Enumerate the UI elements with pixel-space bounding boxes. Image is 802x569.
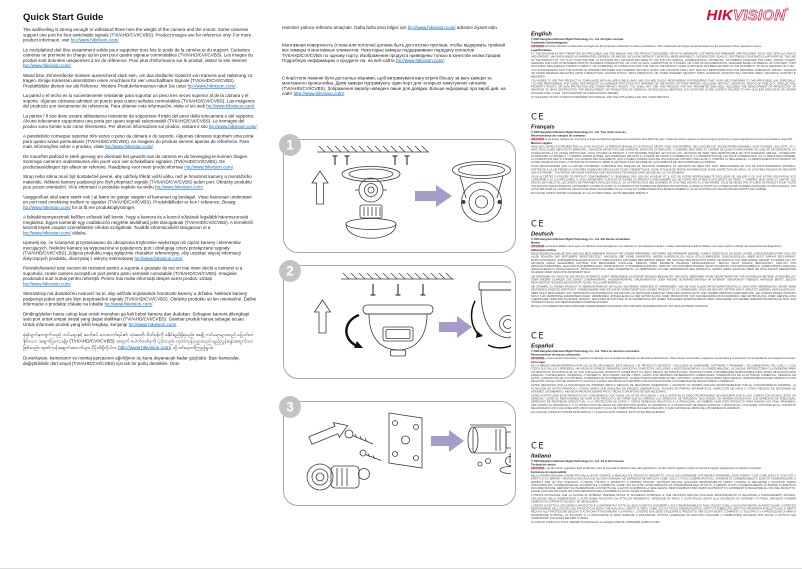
trademark-heading: Reconnaissance des marques de commerce — [531, 134, 586, 138]
copyright-line: © 2020 Hangzhou Hikvision Digital Technology Co., Ltd. Todos los derechos reservados. — [531, 350, 641, 353]
legal-section-fr — [531, 124, 796, 217]
hikvision-link[interactable]: hp://www.hikvision.com/ — [23, 63, 71, 68]
paragraph-id — [23, 311, 258, 327]
paragraph-tr-cont — [282, 25, 511, 30]
hikvision-link[interactable]: hp://www.hikvision.com/ — [23, 281, 71, 287]
legal-disclaimer-text: EN CASO DE CONFLICTO ENTRE ESTE MANUAL Y LA LEGISLACIÓN VIGENTE, ESTA ÚLTIMA PREVALECERÁ. — [531, 411, 666, 415]
hikvision-link[interactable]: hp://www.hikvision.com/ — [395, 58, 444, 63]
paragraph-text: . — [182, 255, 184, 261]
right-column — [531, 7, 796, 529]
hikvision-link[interactable]: hp://www.hikvision.com/ — [104, 301, 153, 307]
turret-camera-diagram — [289, 269, 511, 374]
ce-mark-icon: CE — [531, 441, 546, 451]
wall-plate — [389, 413, 422, 468]
paragraph-text: Stena/strop má dostatočnú nosnosť na to, aby udržala trojnásobok hmotnosti kamery a držiaka. Niektoré kamery podporujú jeden port pre štyri prepínateľné signály (TVI/AHD/CVI/CVBS). Obrázky produktu sú len orientačné. Ďalšie informácie o produkte získate na lokalite — [23, 291, 257, 307]
direction-arrow-icon — [307, 418, 350, 448]
legal-disclaimer-text: USTED RECONOCE QUE LA NATURALEZA DE INTERNET IMPLICA RIESGOS DE SEGURIDAD INHERENTES Y HIKVISION NO TENDRÁ NINGUNA RESPONSABILIDAD POR EL FUNCIONAMIENTO ANORMAL, LA FILTRACIÓN DE DATOS PRIVADOS U OTROS DAÑOS QUE RESULTEN DE ATAQUES CIBERNÉTICOS, ATAQUES DE PIRATAS INFORMÁTICOS, INSPECCIÓN DE VIRUS U OTROS RIESGOS DE SEGURIDAD DE INTERNET; SIN EMBARGO, HIKVISION PROPORCIONARÁ APOYO TÉCNICO OPORTUNO DE SER NECESARIO. — [531, 384, 796, 394]
brand-word: HIKVISION — [531, 467, 545, 470]
ceiling-hatch — [317, 146, 429, 152]
paragraph-sk — [23, 291, 258, 307]
paragraph-text: . — [232, 164, 235, 170]
trademark-text: HIKVISION e gli altri marchi registrati e loghi di Hikvision sono di proprietà di Hikvision nelle varie giurisdizioni. Gli altri marchi registrati e loghi menzionati di seguito appartengono ai rispettivi proprietari. — [531, 467, 762, 470]
paragraph-text: . — [256, 123, 258, 129]
paragraph-text: . — [176, 321, 178, 327]
copyright-line: © 2020 Hangzhou Hikvision Digital Technology Co., Ltd. Tui di dirii riservati. — [531, 460, 625, 463]
screw-icon — [333, 156, 410, 165]
dome-cover — [346, 219, 396, 239]
paragraph-text: resimleri yalnıca referans amaçlıdır. Daha fazla ürün bilgisi için — [282, 25, 408, 30]
paragraph-text: . — [70, 63, 73, 68]
hikvision-link[interactable]: http://www.hikvision.com/ — [293, 91, 344, 96]
hikvision-link[interactable]: hp://www.hikvision.com/ — [105, 144, 153, 149]
paragraph-text: . — [152, 301, 154, 307]
language-heading: Español — [531, 343, 554, 349]
up-arrow-icon — [315, 300, 331, 333]
paragraph-text: Væggen/loet skal være stærk nok l at bære tre gange vægten af kameraet og beslaget. Visse kameraer understøer en port med omskining mellem re signaler (TVI/AHD/CVI/CVBS). Produktbilleder er kun l reference. Besøg — [23, 194, 253, 205]
logo-vision: VISION — [733, 7, 786, 24]
paragraph-ro — [23, 266, 258, 287]
legal-disclaimer-heading: Legal Disclaimer — [531, 49, 552, 53]
legal-disclaimer-heading: Haftungsausschluss — [531, 249, 557, 253]
paragraph-da — [23, 194, 258, 210]
paragraph-text: oldalra. — [70, 230, 87, 236]
left-column — [23, 12, 258, 371]
legal-disclaimer-text: IN CASO DI CONFLITTO TRA IL PRESENTE MANUALE E LA LEGGE VIGENTE, PREVARRÀ QUEST'ULTIMA. — [531, 521, 661, 525]
paragraph-text: Strop nebo stěna musí být dostatečně pevné, aby udržely třikrát vyšší váhu, než je hmotnost kamery a montážního materiálu. Některé kamery podporují pro čtyři přepínací signály (TVI/AHD/CVI/CVBS) jeden port. Obrázky produktu jsou pouze orientační. Více informací o produktu najdete na webu — [23, 174, 252, 190]
hikvision-link[interactable]: Hp://www.hikvision.com/ — [184, 164, 233, 170]
installation-step-panel-1 — [283, 139, 516, 253]
legal-section-es — [531, 343, 796, 439]
mounted-turret-camera — [472, 282, 511, 348]
hikvision-link[interactable]: hp://www.hikvision.com/ — [155, 184, 203, 190]
trademark-text: HIKVISION und andere Marken und Logos von Hikvision sind das Eigentum von Hikvision in verschiedenen Ländern. Andere nachstehend erwähnte Marken und Logos stehen im Besitz der entsprechenden Eigentümer. — [531, 245, 782, 248]
dome-base-plate — [342, 167, 400, 182]
paragraph-es — [23, 93, 258, 109]
hikvision-link[interactable]: hp://www.hikvision.com/ — [407, 25, 456, 30]
trademark-text: HIKVISION et les autres marques de commerce et logos de Hikvision appartiennent à Hikvision dans différents pays. Toutes les autres marques et tous les logos mentionnés ci-après appartiennent à leurs propriétaires respectifs. — [531, 138, 793, 141]
trademark-text: HIKVISION y otras marcas comerciales y logotipos de Hikvision son propiedad de Hikvision en diferentes jurisdicciones. Otras marcas comerciales y logotipos mencionados a continuación son propiedad de sus respectivos dueños. — [531, 357, 796, 360]
paragraph-text: A falnak/mennyezetnek kellően erősnek kell lennie, hogy a kamera és a konzol súlyának legalább háromszorosát megtartsa. Egyes kamerák egy csatlakozón négyféle átváltható jelet támogatnak (TVI/AHD/CVI/CVBS). A termékről készült képek csupán szemléltetési célokat szolgálnak. További információkért látogasson el a — [23, 214, 253, 230]
legal-disclaimer-text: DANS LES LIMITES AUTORISÉES PAR LA LOI EN VIGUEUR, LE PRÉSENT MANUEL ET LE PRODUIT DÉCRIT, AVEC SON MATÉRIEL, SES LOGICIELS ET SES MICROPROGRAMMES, SONT FOURNIS « EN L'ÉTAT » ET « AVEC TOUS LEURS DÉFAUTS ET ERREURS ». HIKVISION NE FAIT AUCUNE GARANTIE, EXPLICITE OU IMPLICITE, Y COMPRIS, MAIS SANS S'Y LIMITER, DE QUALITÉ MARCHANDE, DE QUALITÉ SATISFAISANTE, OU D'ADÉQUATION À UN USAGE PARTICULIER. VOUS UTILISEZ LE PRODUIT À VOS PROPRES RISQUES. EN AUCUN CAS, HIKVISION NE SERA TENU RESPONSABLE DE TOUT DOMMAGE SPÉCIAL, CONSÉCUTIF, ACCESSOIRE OU INDIRECT, Y COMPRIS, ENTRE AUTRES, LES DOMMAGES RELATIFS À LA PERTE DE PROFITS COMMERCIAUX, À L'INTERRUPTION DE L'ACTIVITÉ COMMERCIALE, OU LA PERTE DES DONNÉES, LA CORRUPTION DES SYSTÈMES, OU LA PERTE DES DOCUMENTS, QU'ILS SOIENT FONDÉS SUR UNE VIOLATION DE CONTRAT, UNE FAUTE (Y COMPRIS LA NÉGLIGENCE), LA RESPONSABILITÉ DU PRODUIT OU AUTRE, EN RELATION AVEC L'UTILISATION DU PRODUIT, MÊME SI HIKVISION A ÉTÉ INFORMÉ DE LA POSSIBILITÉ DE TELS DOMMAGES OU PERTES. — [531, 145, 796, 165]
trademark-heading: Trademarks Acknowledgment — [531, 41, 568, 45]
hikvision-link[interactable]: hp://www.hikvision.com/ — [23, 204, 71, 210]
brand-word: HIKVISION — [531, 357, 545, 360]
trademark-heading: Titolarità dei marchi — [531, 463, 556, 467]
paragraph-de — [23, 73, 258, 89]
hikvision-link[interactable]: hp://www.hikvision.com/ — [206, 103, 255, 109]
legal-disclaimer-text: SIE STIMMEN ZU, DIESES PRODUKT IN ÜBEREINSTIMMUNG MIT ALLEN GELTENDEN GESETZEN ZU VERWENDEN, UND SIE SIND ALLEIN DAFÜR VERANTWORTLICH, DASS IHRE VERWENDUNG GEGEN KEINE GELTENDEN GESETZE VERSTÖSST. INSBESONDERE SIND SIE DAFÜR VERANTWORTLICH, DIESES PRODUKT SO ZU VERWENDEN, DASS DIE RECHTE DRITTER NICHT VERLETZT WERDEN, EINSCHLIESSLICH, ABER NICHT BESCHRÄNKT AUF VERÖFFENTLICHUNGSRECHTE, DIE RECHTE AN GEISTIGEM EIGENTUM ODER DEN DATENSCHUTZ UND ANDERE PERSÖNLICHKEITSRECHTE. SIE DÜRFEN DIESES PRODUKT NICHT FÜR VERBOTENE ENDANWENDUNGEN VERWENDEN, EINSCHLIESSLICH DER ENTWICKLUNG ODER PRODUKTION VON MASSENVERNICHTUNGSWAFFEN, DER ENTWICKLUNG ODER HERSTELLUNG CHEMISCHER ODER BIOLOGISCHER WAFFEN, JEGLICHER AKTIVITÄTEN IM ZUSAMMENHANG MIT EINEM NUKLEAREN SPRENGKÖRPER ODER UNSICHEREN NUKLEAREN BRENNSTOFFKREISLAUF BZW. ZUR UNTERSTÜTZUNG VON MENSCHENRECHTSVERLETZUNGEN. — [531, 285, 796, 305]
paragraph-tr — [23, 356, 258, 367]
legal-disclaimer-text: USTED ACEPTA USAR ESTE PRODUCTO DE CONFORMIDAD CON TODAS LAS LEYES APLICABLES Y SOLO USTED ES EL ÚNICO RESPONSABLE DE ASEGURAR QUE EL USO CUMPLA CON DICHAS LEYES. EN ESPECIAL, USTED ES RESPONSABLE DE USAR ESTE PRODUCTO DE FORMA QUE NO INFRINJA LOS DERECHOS DE TERCEROS, INCLUYENDO, DE MANERA ENUNCIATIVA, LOS DERECHOS DE PUBLICIDAD, DERECHOS DE PROPIEDAD INTELECTUAL, O LA PROTECCIÓN DE DATOS Y OTROS DERECHOS RELATIVOS A LA PRIVACIDAD. NO DEBERÁ USAR ESTE PRODUCTO PARA NINGÚN USO FINAL PROHIBIDO, INCLUYENDO EL DESARROLLO O LA PRODUCCIÓN DE ARMAS DE DESTRUCCIÓN MASIVA, EL DESARROLLO O PRODUCCIÓN DE ARMAS QUÍMICAS O BIOLÓGICAS, CUALQUIER ACTIVIDAD EN EL CONTEXTO RELACIONADO CON CUALQUIER EXPLOSIVO NUCLEAR O CICLO DE COMBUSTIBLE NUCLEAR INSEGURO, O QUE SUPONGA EL ABUSO DE LOS DERECHOS HUMANOS. — [531, 394, 796, 410]
step-number-badge: 3 — [279, 396, 301, 418]
dome-junction-box — [360, 205, 382, 218]
hikvision-link[interactable]: hp://www.hikvision.com/ — [134, 255, 183, 261]
paragraph-text: De muur/het plafond is sterk genoeg om driemaal het gewicht van de camera en de bevesging te kunnen dragen. Sommige camera's ondersteunen één poort voor vier schakelbare signalen (TVI/AHD/CVI/CVBS). De productaeeldingen zijn alleen ter referene. Raadpleeg voor meer producnformae — [23, 153, 249, 170]
paragraph-text: The wall/ceiling is strong enough to withstand three mes the weight of the camera and the mount. Some cameras support one port for four switchable signals (TVI/AHD/CVI/CVBS). Product images are for reference only. For more product informaon, visit — [23, 27, 252, 43]
brand-word: HIKVISION — [531, 45, 545, 48]
legal-disclaimer-text: TO THE MAXIMUM EXTENT PERMITTED BY APPLICABLE LAW, THE MANUAL AND THE PRODUCT DESCRIBED, WITH ITS HARDWARE, SOFTWARE AND FIRMWARE, ARE PROVIDED "AS IS" AND "WITH ALL FAULTS AND ERRORS". HIKVISION MAKES NO WARRANTIES, EXPRESS OR IMPLIED, INCLUDING WITHOUT LIMITATION, MERCHANTABILITY, SATISFACTORY QUALITY, OR FITNESS FOR A PARTICULAR PURPOSE. THE USE OF THE PRODUCT BY YOU IS AT YOUR OWN RISK. IN NO EVENT WILL HIKVISION BE LIABLE TO YOU FOR ANY SPECIAL, CONSEQUENTIAL, INCIDENTAL, OR INDIRECT DAMAGES, INCLUDING, AMONG OTHERS, DAMAGES FOR LOSS OF BUSINESS PROFITS, BUSINESS INTERRUPTION, OR LOSS OF DATA, CORRUPTION OF SYSTEMS, OR LOSS OF DOCUMENTATION, WHETHER BASED ON BREACH OF CONTRACT, TORT (INCLUDING NEGLIGENCE), PRODUCT LIABILITY, OR OTHERWISE, IN CONNECTION WITH THE USE OF THE PRODUCT, EVEN IF HIKVISION HAS BEEN ADVISED OF THE POSSIBILITY OF SUCH DAMAGES OR LOSS. — [531, 52, 796, 69]
ce-mark-icon: CE — [531, 331, 546, 341]
ce-mark-icon: CE — [531, 219, 546, 229]
copyright-line: © 2020 Hangzhou Hikvision Digital Technology Co., Ltd. Alle Rechte vorbehalten. — [531, 238, 631, 241]
paragraph-text: A parede/teto consegue suportar três vezes o peso da câmara e do suporte. Algumas câmaras suportam uma porta para quatro sinais permutáveis (TVI/AHD/CVI/CVBS). As imagens do produto servem apenas de referência. Para mais informações sobre o produto, visite — [23, 133, 254, 149]
paragraph-text: Wand bzw. Zimmerdecke müssen ausreichend stark sein, um das dreifache Gewicht von Kamera und Halterung zu tragen. Einige Kameras unterstützen einen Anschluss für vier umschaltbare Signale (TVI/AHD/CVI/CVBS). Produktbilder dienen nur als Referenz. Weitere Produknformaonen nden Sie unter — [23, 72, 253, 89]
legal-disclaimer-text: DIESE BEDIENUNGSANLEITUNG UND DAS BESCHRIEBENE PRODUKT MIT SEINER HARDWARE, SOFTWARE UND FIRMWARE WERDEN, SOWEIT GESETZLICH ZULÄSSIG, IN DER „VORLIEGENDEN FORM" UND „MIT ALLEN FEHLERN UND IRRTÜMERN" BEREITGESTELLT. HIKVISION GIBT KEINE GARANTIEN, WEDER AUSDRÜCKLICH NOCH STILLSCHWEIGEND, EINSCHLIESSLICH, ABER NICHT DARAUF BESCHRÄNKT, MARKTGÄNGIGKEIT, ZUFRIEDENSTELLENDE QUALITÄT ODER EIGNUNG FÜR EINEN BESTIMMTEN ZWECK. DIE NUTZUNG DES PRODUKTS DURCH SIE ERFOLGT AUF IHRE EIGENE GEFAHR. IN KEINEM FALL IST HIKVISION IHNEN GEGENÜBER HAFTBAR FÜR BESONDERE, ZUFÄLLIGE, DIREKTE ODER INDIREKTE SCHÄDEN, EINSCHLIESSLICH, JEDOCH NICHT DARAUF BESCHRÄNKT, VERLUST VON GESCHÄFTSGEWINNEN, GESCHÄFTSUNTERBRECHUNG, DATENVERLUST, SYSTEMBESCHÄDIGUNG, VERLUST VON DOKUMENTATIONEN, SEI ES AUFGRUND VON VERTRAGSBRUCH, UNERLAUBTER HANDLUNG (EINSCHLIESSLICH FAHRLÄSSIGKEIT), PRODUKTHAFTUNG ODER ANDERWEITIG, IN VERBINDUNG MIT DER VERWENDUNG DES PRODUKTS, SELBST WENN HIKVISION ÜBER DIE MÖGLICHKEIT DERARTIGER SCHÄDEN ODER VERLUSTE INFORMIERT WAR. — [531, 252, 796, 275]
paragraph-cs — [23, 174, 258, 190]
legal-disclaimer-text: IM FALL VON WIDERSPRÜCHEN ZWISCHEN DIESER BEDIENUNGSANLEITUNG UND DEM GELTENDEN RECHT GILT DER LETZTERE VORRANG. — [531, 305, 709, 309]
paragraph-text: . — [235, 83, 237, 89]
paragraph-text: Le mur/plafond doit être susamment solide pour supporter trois fois le poids de la caméra et du support. Certaines caméras ne prennent en charge qu'un port pour quatre signaux commutables (TVI/AHD/CVI/CVBS). Les images du produit sont données uniquement à tre de référence. Pour plus d'informaons sur le produit, visitez le site Internet — [23, 47, 253, 63]
legal-disclaimer-heading: Aviso legal — [531, 361, 545, 365]
ceiling-hatch — [341, 273, 454, 279]
hikvision-link[interactable]: hp://www.hikvision.com/ — [208, 123, 257, 129]
copyright-line: © 2020 Hangzhou Hikvision Digital Technology Co., Ltd. Tous droits réservés. — [531, 131, 627, 134]
language-heading: Deutsch — [531, 231, 554, 237]
brand-word: HIKVISION — [531, 138, 545, 141]
bullet-camera-body — [307, 464, 370, 490]
hikvision-link[interactable]: hp://www.hikvision.com/ — [70, 37, 119, 43]
purple-arrow-icon — [415, 185, 452, 207]
paragraph-text: . — [443, 58, 445, 63]
legal-section-it — [531, 453, 796, 528]
trademark-heading: Marken — [531, 241, 541, 245]
paragraph-text: သို့ ဝင်ရောက်ကြည့်ရှုပါ။ — [171, 345, 214, 351]
paragraph-pt — [23, 134, 258, 150]
paragraph-text: Peretele/tavanul este sucient de rezistent pentru a suporta o greutate de trei ori mai mare decât a camerei și a suportului. Unele camere acceptă un port pentru patru semnale comutabile (TVI/AHD/CVI/CVBS). Imaginile produsului sunt numai pentru referință. Pentru mai multe informații despre acest produs, vizitați — [23, 265, 243, 281]
legal-disclaimer-text: L'UTENTE RICONOSCE CHE LA NATURA DI INTERNET PREVEDE RISCHI DI SICUREZZA INTRINSECI E CHE HIKVISION DECLINA QUALSIASI RESPONSABILITÀ IN RELAZIONE A FUNZIONAMENTI ANOMALI, VIOLAZIONE DELLA RISERVATEZZA O ALTRI DANNI RISULTANTI DA ATTACCHI INFORMATICI, INFEZIONE DA VIRUS O ALTRI RISCHI LEGATI ALLA SICUREZZA SU INTERNET; TUTTAVIA, HIKVISION FORNIRÀ TEMPESTIVO SUPPORTO TECNICO, SE NECESSARIO. — [531, 494, 796, 504]
trademark-heading: Reconocimiento de marcas comerciales — [531, 353, 581, 357]
bullet-camera-diagram — [289, 405, 511, 502]
language-heading: English — [531, 31, 552, 37]
legal-disclaimer-text: VOUS ACCEPTEZ D'UTILISER CE PRODUIT CONFORMÉMENT À L'ENSEMBLE DES LOIS EN VIGUEUR, ET IL EST DE VOTRE RESPONSABILITÉ EXCLUSIVE DE VEILLER À CE QUE VOTRE UTILISATION SOIT CONFORME À LA LOI APPLICABLE. IL VOUS APPARTIENT SURTOUT D'UTILISER CE PRODUIT D'UNE MANIÈRE QUI NE PORTE PAS ATTEINTE AUX DROITS DE TIERS, Y COMPRIS, MAIS SANS S'Y LIMITER, LES DROITS DE PUBLICITÉ, LES DROITS DE PROPRIÉTÉ INTELLECTUELLE, OU LA PROTECTION DES DONNÉES ET D'AUTRES DROITS À LA VIE PRIVÉE. VOUS NE DEVEZ PAS UTILISER CE PRODUIT POUR TOUTE UTILISATION FINALE INTERDITE, NOTAMMENT LA MISE AU POINT OU LA PRODUCTION D'ARMES DE DESTRUCTION MASSIVE, LA MISE AU POINT OU LA FABRICATION D'ARMES CHIMIQUES OU BIOLOGIQUES, LES ACTIVITÉS DANS LE CONTEXTE LIÉ AUX EXPLOSIFS NUCLÉAIRES OU AU CYCLE DU COMBUSTIBLE NUCLÉAIRE DANGEREUX, OU EN SOUTIEN AUX VIOLATIONS DES DROITS DE L'HOMME. — [531, 175, 796, 191]
legal-disclaimer-text: EN LA MEDIDA MÁXIMA PERMITIDA POR LAS LEYES APLICABLES, ESTE MANUAL Y EL PRODUCTO DESCRITO —INCLUIDOS SU HARDWARE, SOFTWARE Y FIRMWARE— SE SUMINISTRAN «TAL CUAL» Y «CON TODOS SUS FALLOS Y ERRORES». HIKVISION NO OFRECE GARANTÍAS, EXPLÍCITAS O IMPLÍCITAS, INCLUIDAS, A MODO ENUNCIATIVO, LA COMERCIABILIDAD, LA CALIDAD SATISFACTORIA O LA IDONEIDAD PARA UN PROPÓSITO EN PARTICULAR. EL USO QUE HAGA DEL PRODUCTO CORRE BAJO SU ÚNICO RIESGO. EN NINGÚN CASO, HIKVISION PODRÁ CONSIDERARSE RESPONSABLE ANTE USTED DE NINGÚN DAÑO ESPECIAL, CONSECUENTE, INCIDENTAL O INDIRECTO, INCLUYENDO, ENTRE OTROS, DAÑOS POR PÉRDIDAS DE BENEFICIOS COMERCIALES, INTERRUPCIÓN DE LA ACTIVIDAD COMERCIAL, PÉRDIDAS DE DATOS, CORRUPCIÓN DE LOS SISTEMAS O PÉRDIDAS DE DOCUMENTACIÓN, YA SEAN POR INCUMPLIMIENTO DEL CONTRATO, AGRAVIO (INCLUYENDO NEGLIGENCIA), RESPONSABILIDAD DEL PRODUCTO O EN RELACIÓN CON EL USO DEL PRODUCTO, INCLUSO CUANDO HIKVISION HAYA RECIBIDO UNA NOTIFICACIÓN DE LA POSIBILIDAD DE DICHOS DAÑOS O PÉRDIDAS. — [531, 364, 796, 384]
legal-disclaimer-text: YOU AGREE TO USE THIS PRODUCT IN COMPLIANCE WITH ALL APPLICABLE LAWS, AND YOU ARE SOLELY RESPONSIBLE FOR ENSURING THAT YOUR USE CONFORMS TO THE APPLICABLE LAW. ESPECIALLY, YOU ARE RESPONSIBLE, FOR USING THIS PRODUCT IN A MANNER THAT DOES NOT INFRINGE ON THE RIGHTS OF THIRD PARTIES, INCLUDING WITHOUT LIMITATION, RIGHTS OF PUBLICITY, INTELLECTUAL PROPERTY RIGHTS, OR DATA PROTECTION AND OTHER PRIVACY RIGHTS. YOU SHALL NOT USE THIS PRODUCT FOR ANY PROHIBITED END-USES, INCLUDING THE DEVELOPMENT OR PRODUCTION OF WEAPONS OF MASS DESTRUCTION, THE DEVELOPMENT OR PRODUCTION OF CHEMICAL OR BIOLOGICAL WEAPONS, ANY ACTIVITIES IN THE CONTEXT RELATED TO ANY NUCLEAR EXPLOSIVE OR UNSAFE NUCLEAR FUEL-CYCLE, OR IN SUPPORT OF HUMAN RIGHTS ABUSES. — [531, 79, 796, 95]
legal-disclaimer-heading: Esclusione di responsabilità — [531, 471, 567, 475]
paragraph-fr — [23, 47, 258, 68]
paragraph-text: . — [202, 184, 205, 190]
paragraph-text: Монтажная поверхность (стена или потолок) должна быть достаточно прочная, чтобы выдержать тройной вес камеры и монтажных элементов. Некоторые камеры поддерживают передачу сигналов TVI/AHD/CVI/CVBS по одному порту. Изображения продукта приведены только в качестве иллюстрации. Подробную информацию о продукте см. на веб-сайте — [282, 42, 506, 63]
registered-trademark-icon: ® — [785, 7, 789, 12]
legal-disclaimer-text: SIE ERKENNEN AN, DASS DIE NATUR DES INTERNETS DAMIT VERBUNDENE SICHERHEITSRISIKEN BEINHALTET. HIKVISION ÜBERNIMMT KEINE VERANTWORTUNG FÜR ANORMALEN BETRIEB, DATENVERLUST ODER ANDERE SCHÄDEN, DIE DURCH CYBERANGRIFFE, HACKERANGRIFFE, VIRUSINFEKTION ODER ANDERE SICHERHEITSRISIKEN IM INTERNET VERURSACHT WERDEN; HIKVISION BIETET JEDOCH RECHTZEITIGE TECHNISCHE UNTERSTÜTZUNG, FALLS ERFORDERLICH. — [531, 275, 796, 285]
paragraph-it — [23, 113, 258, 129]
purple-arrow-icon — [439, 316, 472, 338]
screw-icon — [345, 430, 381, 461]
trademark-text: HIKVISION and other Hikvision's trademarks and logos are the properties of Hikvision in various jurisdictions. Other trademarks and logos mentioned below are the properties of their respective owners. — [531, 45, 762, 48]
paragraph-text: . — [343, 91, 346, 96]
paragraph-en — [23, 27, 258, 43]
hikvision-logo — [706, 7, 789, 24]
paragraph-text: Dinding/plafon harus cukup kuat untuk menahan ga kali bobot kamera dan dudukan. Sebagian kamera dilengkapi satu port untuk empat sinyal yang dapat dialihkan (TVI/AHD/CVI/CVBS). Gambar produk hanya sebagai acuan. Untuk informasi produk yang lebih lengkap, kunjungi — [23, 311, 250, 327]
legal-section-de — [531, 231, 796, 329]
legal-disclaimer-heading: Mentions légales — [531, 142, 552, 146]
purple-arrow-icon — [431, 430, 464, 452]
screw-icon — [371, 284, 426, 295]
legal-disclaimer-text: NELLA MISURA MASSIMA CONSENTITA DALLA LEGGE VIGENTE, IL MANUALE E IL PRODOTTO DESCRITTO, CON IL SUO HARDWARE, SOFTWARE E FIRMWARE, SONO FORNITI "COSÌ COME SONO" E "CON TUTTI I DIFETTI E GLI ERRORI". HIKVISION NON RILASCIA ALCUNA GARANZIA, NÉ ESPRESSA NÉ IMPLICITA COME, SOLO A TITOLO ESEMPLIFICATIVO, GARANZIE DI COMMERCIABILITÀ, QUALITÀ SODDISFACENTE O IDONEITÀ PER UN USO SPECIFICO. L'UTENTE UTILIZZA IL PRODOTTO A PROPRIO RISCHIO. HIKVISION DECLINA QUALSIASI RESPONSABILITÀ VERSO L'UTENTE IN RELAZIONE A QUALSIASI DANNO STRAORDINARIO, CONSEQUENZIALE, ACCIDENTALE O INDIRETTO, COME, TRA GLI ALTRI, DANNI DERIVANTI DA INTERRUZIONE DELL'ATTIVITÀ, O PERDITA DI DATI, DANNEGGIAMENTO DI SISTEMI O PERDITA DI DOCUMENTAZIONE, DERIVANTI DA INADEMPIENZA CONTRATTUALE, ILLECITO (COMPRESA LA NEGLIGENZA), RESPONSABILITÀ PER DANNO DA PRODOTTI O ALTRIMENTI IN RELAZIONE ALL'USO DEL PRODOTTO, ANCHE QUALORA HIKVISION SIA STATA INFORMATA DELLA POSSIBILITÀ DI TALI DANNI O PERDITE. — [531, 474, 797, 494]
paragraph-text: Стіна/стеля повинні бути достатньо міцними, щоб витримувати вагу втричі більшу за вагу камери та монтажного кронштейна. Деякі камери підтримують один порт для чотирьох комутуючих сигналів (TVI/AHD/CVI/CVBS). Зображення виробу наведені лише для довідки. Більше інформації про виріб див. на сайті — [282, 75, 506, 96]
middle-column — [282, 25, 511, 108]
paragraph-text: Upewnij się, że ściany/sut przystosowano do obciążenia trzykrotnie większego niż ciężar kamery i elementów mocujących. Niektóre kamery są wyposażone w pojedynczy port i obsługują cztery przełączane sygnały (TVI/AHD/CVI/CVBS). Zdjęcia produktu mają wyłącznie charakter referencyjny. Aby uzyskać więcej informacji dotyczących produktu, skorzystaj z witryny internetowej — [23, 240, 241, 261]
assembled-bullet-camera — [468, 425, 511, 474]
copyright-line: © 2020 Hangzhou Hikvision Digital Technology Co., Ltd. All rights reserved. — [531, 38, 624, 41]
hikvision-link[interactable]: hp://www.hikvision.com/ — [187, 83, 236, 89]
middle-paragraph-list — [282, 25, 511, 96]
legal-disclaimer-text: IN THE EVENT OF ANY CONFLICTS BETWEEN THIS MANUAL AND THE APPLICABLE LAW, THE LATER PREVAILS. — [531, 95, 670, 99]
paragraph-text: for at få ere produktoplysninger. — [70, 204, 136, 210]
ce-mark-icon: CE — [531, 112, 546, 122]
paragraph-text: နံရံ/မျက်နှာကျက်သည် ကင်မရာနှင့် ဆက်စပ် ဘေးလက်ရမ်း၏ သုံးဆတိုး ဝိတ်ဝန်ကို ခံနိုင်ရည်ရှိရမည်။ အချို့ ကင်မရာများသည် ပြောင်းလဲနိုင်သော အချက်ပြလေးမျိုး (TVI/AHD/CVI/CVBS) အတွက် ပေါက်တစ်ခုကို ပံ့ပိုးသည်။ ထုတ်ကုန်ပုံများသည် ရည်ညွှန်းရန်အတွက်သာ ဖြစ်သည်။ ထုတ်ကုန်အချက်အလက်များ ပိုမိုသိရှိလိုပါက — [23, 332, 254, 351]
legal-disclaimer-text: EN CAS DE CONFLIT ENTRE CE MANUEL ET LA LOI APPLICABLE, CETTE DERNIÈRE PRÉVAUT. — [531, 192, 649, 196]
logo-hik: HIK — [706, 7, 734, 24]
paragraph-text: . — [118, 37, 120, 43]
rotate-arrow-icon — [346, 315, 363, 348]
paragraph-my — [23, 332, 258, 352]
legal-section-en — [531, 31, 796, 110]
step-number-badge: 1 — [279, 134, 301, 156]
paragraph-text: . — [152, 144, 155, 149]
paragraph-text: La pared o el techo es lo sucientemente resistente para soportar un peso tres veces superior al de la cámara y el soporte. Algunas cámaras admiten un puerto para cuatro señales conmutables (TVI/AHD/CVI/CVBS). Las imágenes del producto son únicamente de referencia. Para obtener más información, visite el sio web — [23, 93, 255, 109]
legal-sections — [531, 31, 796, 528]
installation-step-panel-3 — [283, 401, 516, 506]
left-paragraph-list — [23, 27, 258, 366]
legal-disclaimer-text: L'UTENTE ACCETTA DI UTILIZZARE IL PRODOTTO IN CONFORMITÀ A TUTTE LE LEGGI VIGENTI E DI ESSERE IL SOLO RESPONSABILE DI TALE UTILIZZO E DELLA SUA CONFORMITÀ. IN PARTICOLARE, L'UTENTE È RESPONSABILE DELL'UTILIZZO DEL PRODOTTO IN MODO CHE NON VIOLI I DIRITTI DI TERZI, COME, SOLO A TITOLO ESEMPLIFICATIVO, DIRITTI DI PUBBLICITÀ, DIRITTI DI PROPRIETÀ INTELLETTUALE O DIRITTI RELATIVI ALLA PROTEZIONE DEI DATI E ALTRI DIRITTI RIGUARDANTI LA PRIVACY. L'UTENTE NON DEVE UTILIZZARE IL PRODOTTO PER SCOPI VIETATI, COMPRESI LO SVILUPPO O LA PRODUZIONE DI ARMI DI DISTRUZIONE DI MASSA, LO SVILUPPO O LA PRODUZIONE DI ARMI CHIMICHE O BIOLOGICHE, ATTIVITÀ CORRELATE AD ESPLOSIVI NUCLEARI O COMBUSTIBILI NUCLEARI NON SICURI O ATTIVITÀ CHE COMPORTINO VIOLAZIONI DEI DIRITTI UMANI. — [531, 504, 796, 520]
installation-steps — [283, 139, 516, 518]
paragraph-text: Duvar/tavan, kameranın ve montaj parçasının ağırlığının üç kana dayanacak kadar güçlüdür. Bazı kameralar, değiştirilebilir dört sinyal (TVI/AHD/CVI/CVBS) için tek bir portu destekler. Ürün — [23, 355, 240, 366]
paragraph-hu — [23, 215, 258, 236]
dome-camera-diagram — [289, 143, 511, 248]
up-arrow-icon — [312, 171, 328, 204]
paragraph-text: . — [70, 281, 73, 287]
paragraph-nl — [23, 154, 258, 170]
hikvision-link[interactable]: hp://www.hikvision.com/ — [23, 230, 71, 236]
paragraph-text: La parete / Il soo deve essere abbastanza resistente da sopportare il triplo del peso della telecamera e del supporto. Alcune telecamere supportano una porta per quaro segnali selezionabili (TVI/AHD/CVI/CVBS). Le immagini del prodoo sono fornite solo come riferimento. Per ulteriori informazioni sul prodoo, visitare il sito — [23, 113, 255, 129]
hikvision-link[interactable]: http://www.hikvision.com/ — [117, 345, 172, 351]
hikvision-link[interactable]: hp://www.hikvision.com/ — [128, 321, 177, 327]
paragraph-text: adresini ziyaret edin. — [455, 25, 499, 30]
step-number-badge: 2 — [279, 260, 301, 282]
language-heading: Italiano — [531, 453, 552, 459]
brand-word: HIKVISION — [531, 245, 545, 248]
turret-camera — [363, 305, 433, 356]
brand-row — [531, 7, 796, 24]
paragraph-text: . — [254, 103, 256, 109]
paragraph-pl — [23, 240, 258, 261]
language-heading: Français — [531, 124, 555, 130]
paragraph-ru — [282, 42, 511, 63]
paragraph-uk — [282, 75, 511, 96]
legal-disclaimer-text: YOU ACKNOWLEDGE THAT THE NATURE OF INTERNET PROVIDES FOR INHERENT SECURITY RISKS, AND HIKVISION SHALL NOT TAKE ANY RESPONSIBILITIES FOR ABNORMAL OPERATION, PRIVACY LEAKAGE OR OTHER DAMAGES RESULTING FROM CYBER-ATTACK, HACKER ATTACK, VIRUS INSPECTION, OR OTHER INTERNET SECURITY RISKS; HOWEVER, HIKVISION WILL PROVIDE TIMELY TECHNICAL SUPPORT IF REQUIRED. — [531, 69, 796, 79]
legal-disclaimer-text: VOUS RECONNAISSEZ QUE LA NATURE D'INTERNET COMPORTE DES RISQUES DE SÉCURITÉ INHÉRENTS, ET HIKVISION NE SERA PAS TENU RESPONSABLE EN CAS DE FONCTIONNEMENT ANORMAL, D'ATTEINTE À LA VIE PRIVÉE OU D'AUTRES DOMMAGES DÉCOULANT D'UNE CYBERATTAQUE, D'UNE ATTAQUE DE PIRATE INFORMATIQUE, D'UNE INSPECTION DE VIRUS, OU D'AUTRES RISQUES DE SÉCURITÉ LIÉS À INTERNET ; TOUTEFOIS, HIKVISION FOURNIRA UNE ASSISTANCE TECHNIQUE DANS LES DÉLAIS, LE CAS ÉCHÉANT. — [531, 165, 796, 175]
installation-step-panel-2 — [283, 265, 516, 379]
page-title: Quick Start Guide — [23, 12, 104, 23]
assembled-dome-camera — [453, 162, 511, 223]
